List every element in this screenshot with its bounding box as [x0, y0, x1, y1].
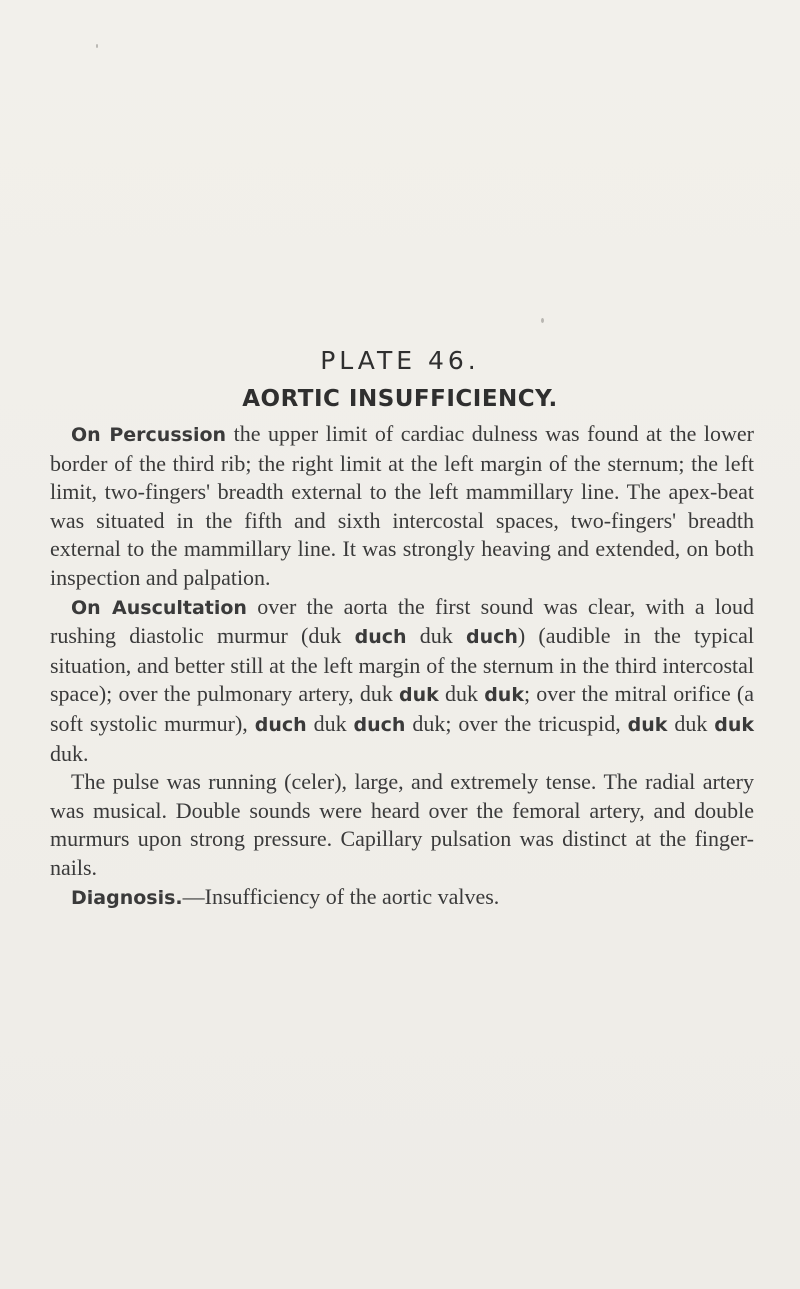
- sound-emphasis: duch: [254, 713, 307, 736]
- description-text: [50, 420, 754, 912]
- paragraph-auscultation: [50, 593, 754, 769]
- auscultation-text: duk.: [50, 740, 89, 766]
- plate-subtitle: AORTIC INSUFFICIENCY.: [242, 386, 558, 412]
- paper-speck: [96, 44, 98, 48]
- diagnosis-heading: Diagnosis.: [71, 886, 183, 909]
- paragraph-percussion: [50, 420, 754, 593]
- sound-emphasis: duk: [399, 684, 439, 707]
- sound-emphasis: duch: [354, 626, 407, 649]
- auscultation-text: duk: [438, 681, 485, 707]
- diagnosis-text: —Insufficiency of the aortic valves.: [182, 883, 500, 909]
- auscultation-text: duk; over the tricuspid,: [405, 710, 628, 736]
- paragraph-pulse: [50, 768, 754, 882]
- auscultation-text: duk: [306, 710, 354, 736]
- plate-title: PLATE 46.: [320, 346, 480, 375]
- percussion-heading: On Percussion: [71, 424, 227, 446]
- auscultation-heading: On Auscultation: [71, 596, 247, 619]
- percussion-text: the upper limit of cardiac dulness was found at the lower border of the third rib; the right limit at the left margin of the sternum; the left limit, two-fingers' breadth external to the left mammillary line. The apex-beat was situated in the fifth and sixth intercostal spaces, two-fingers' breadth external to the mammillary line. It was strongly heaving and extended, on both inspection and palpation.: [50, 421, 754, 590]
- sound-emphasis: duch: [465, 626, 518, 649]
- auscultation-text: over the aorta the first sound was clear, with a loud rushing diastolic murmur (duk: [50, 593, 754, 649]
- paragraph-diagnosis: [50, 883, 754, 913]
- sound-emphasis: duk: [714, 713, 755, 736]
- auscultation-text: ) (audible in the typical situation, and better still at the left margin of the sternum in the third intercostal space); over the pulmonary artery, duk: [50, 623, 755, 707]
- sound-emphasis: duk: [484, 684, 524, 707]
- sound-emphasis: duk: [627, 713, 668, 736]
- auscultation-text: duk: [667, 710, 715, 736]
- auscultation-text: ; over the mitral orifice (a soft systolic murmur),: [50, 681, 754, 736]
- sound-emphasis: duch: [353, 713, 406, 736]
- auscultation-text: duk: [406, 623, 466, 649]
- pulse-text: The pulse was running (celer), large, and extremely tense. The radial artery was musical. Double sounds were heard over the femoral artery, and double murmurs upon strong pressure. Capillary pulsation was distinct at the finger-nails.: [50, 769, 754, 880]
- paper-speck: [541, 318, 544, 323]
